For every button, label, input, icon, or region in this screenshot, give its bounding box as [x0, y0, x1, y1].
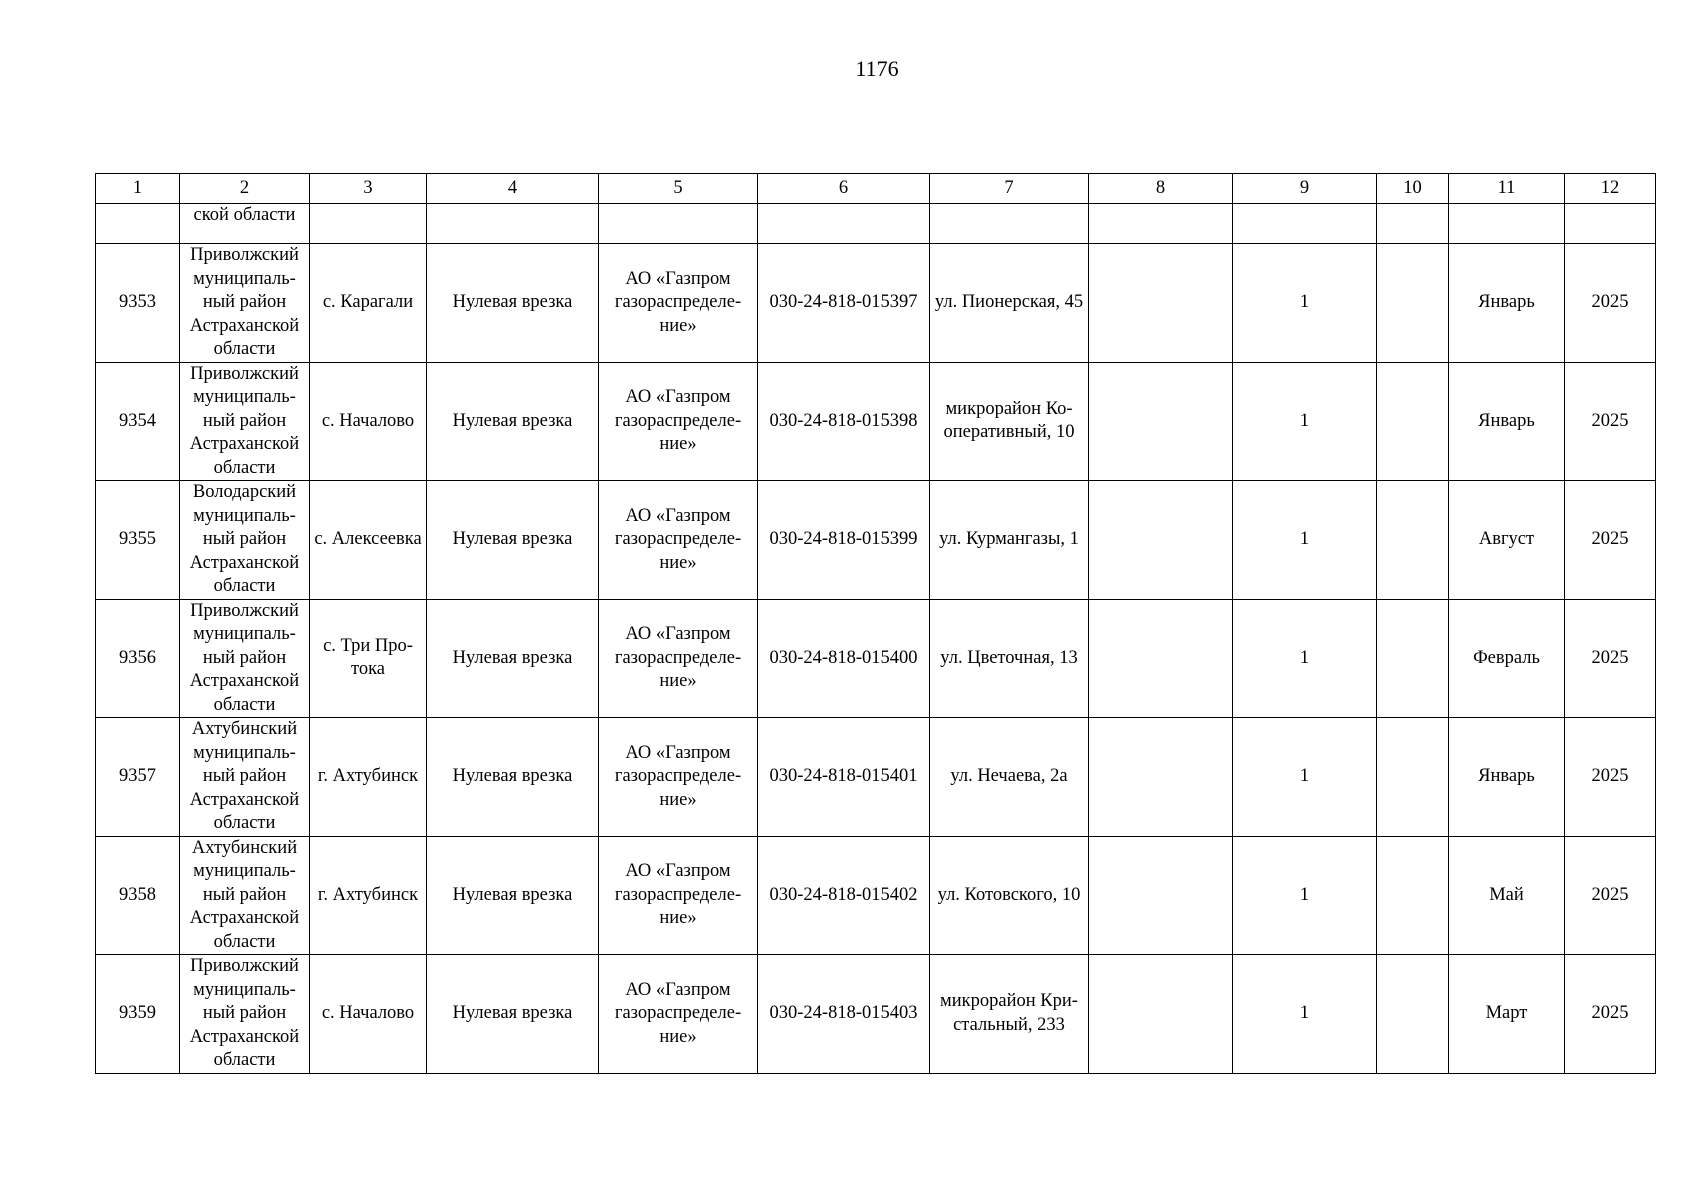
locality: с. Алексеевка	[310, 481, 427, 600]
object-code: 030-24-818-015400	[758, 599, 930, 718]
table-row	[96, 244, 1656, 363]
column-8	[1089, 599, 1233, 718]
work-type: Нулевая врезка	[427, 599, 599, 718]
organization: АО «Газпром газораспределе- ние»	[599, 955, 758, 1074]
column-10	[1377, 599, 1449, 718]
row-number: 9354	[96, 362, 180, 481]
gas-connection-table	[95, 173, 1656, 1074]
district: Володарский муниципаль- ный район Астраханской области	[180, 481, 310, 600]
column-10	[1377, 481, 1449, 600]
column-number: 10	[1377, 174, 1449, 204]
column-8	[1089, 481, 1233, 600]
row-number: 9355	[96, 481, 180, 600]
column-10	[1377, 244, 1449, 363]
district: Приволжский муниципаль- ный район Астраханской области	[180, 362, 310, 481]
column-8	[1089, 362, 1233, 481]
row-number: 9357	[96, 718, 180, 837]
year: 2025	[1565, 836, 1656, 955]
quantity: 1	[1233, 718, 1377, 837]
organization: АО «Газпром газораспределе- ние»	[599, 244, 758, 363]
column-number: 8	[1089, 174, 1233, 204]
district: Ахтубинский муниципаль- ный район Астраханской области	[180, 836, 310, 955]
column-8	[1089, 955, 1233, 1074]
locality: с. Три Про- тока	[310, 599, 427, 718]
address: ул. Котовского, 10	[930, 836, 1089, 955]
column-number: 2	[180, 174, 310, 204]
district: Приволжский муниципаль- ный район Астраханской области	[180, 955, 310, 1074]
month: Февраль	[1449, 599, 1565, 718]
table-row	[96, 362, 1656, 481]
locality: с. Карагали	[310, 244, 427, 363]
address: микрорайон Кри- стальный, 233	[930, 955, 1089, 1074]
column-10	[1377, 955, 1449, 1074]
year: 2025	[1565, 955, 1656, 1074]
address: микрорайон Ко- оперативный, 10	[930, 362, 1089, 481]
quantity: 1	[1233, 599, 1377, 718]
table-row	[96, 836, 1656, 955]
quantity: 1	[1233, 244, 1377, 363]
column-8	[1089, 836, 1233, 955]
column-number: 5	[599, 174, 758, 204]
month: Март	[1449, 955, 1565, 1074]
table-row	[96, 718, 1656, 837]
district: Приволжский муниципаль- ный район Астраханской области	[180, 244, 310, 363]
work-type: Нулевая врезка	[427, 836, 599, 955]
table-body	[96, 174, 1656, 1074]
column-number: 7	[930, 174, 1089, 204]
table-row	[96, 599, 1656, 718]
object-code: 030-24-818-015398	[758, 362, 930, 481]
row-number: 9353	[96, 244, 180, 363]
object-code: 030-24-818-015399	[758, 481, 930, 600]
continuation-district: ской области	[180, 204, 310, 244]
column-10	[1377, 362, 1449, 481]
quantity: 1	[1233, 836, 1377, 955]
table-row	[96, 955, 1656, 1074]
column-8	[1089, 244, 1233, 363]
work-type: Нулевая врезка	[427, 244, 599, 363]
month: Май	[1449, 836, 1565, 955]
page-number: 1176	[855, 56, 899, 81]
organization: АО «Газпром газораспределе- ние»	[599, 362, 758, 481]
column-number: 9	[1233, 174, 1377, 204]
locality: с. Началово	[310, 955, 427, 1074]
month: Январь	[1449, 244, 1565, 363]
locality: г. Ахтубинск	[310, 718, 427, 837]
column-8	[1089, 718, 1233, 837]
address: ул. Нечаева, 2а	[930, 718, 1089, 837]
object-code: 030-24-818-015403	[758, 955, 930, 1074]
work-type: Нулевая врезка	[427, 362, 599, 481]
column-number: 12	[1565, 174, 1656, 204]
district: Приволжский муниципаль- ный район Астраханской области	[180, 599, 310, 718]
quantity: 1	[1233, 481, 1377, 600]
work-type: Нулевая врезка	[427, 718, 599, 837]
column-number: 11	[1449, 174, 1565, 204]
quantity: 1	[1233, 362, 1377, 481]
column-number: 4	[427, 174, 599, 204]
year: 2025	[1565, 599, 1656, 718]
month: Август	[1449, 481, 1565, 600]
organization: АО «Газпром газораспределе- ние»	[599, 599, 758, 718]
organization: АО «Газпром газораспределе- ние»	[599, 481, 758, 600]
year: 2025	[1565, 244, 1656, 363]
work-type: Нулевая врезка	[427, 481, 599, 600]
year: 2025	[1565, 362, 1656, 481]
row-number: 9356	[96, 599, 180, 718]
column-number: 6	[758, 174, 930, 204]
work-type: Нулевая врезка	[427, 955, 599, 1074]
locality: г. Ахтубинск	[310, 836, 427, 955]
organization: АО «Газпром газораспределе- ние»	[599, 718, 758, 837]
organization: АО «Газпром газораспределе- ние»	[599, 836, 758, 955]
address: ул. Пионерская, 45	[930, 244, 1089, 363]
column-number: 1	[96, 174, 180, 204]
month: Январь	[1449, 362, 1565, 481]
object-code: 030-24-818-015397	[758, 244, 930, 363]
quantity: 1	[1233, 955, 1377, 1074]
object-code: 030-24-818-015402	[758, 836, 930, 955]
column-number-row	[96, 174, 1656, 204]
column-10	[1377, 836, 1449, 955]
row-number: 9359	[96, 955, 180, 1074]
year: 2025	[1565, 718, 1656, 837]
address: ул. Курмангазы, 1	[930, 481, 1089, 600]
month: Январь	[1449, 718, 1565, 837]
continuation-row	[96, 204, 1656, 244]
locality: с. Началово	[310, 362, 427, 481]
column-10	[1377, 718, 1449, 837]
address: ул. Цветочная, 13	[930, 599, 1089, 718]
district: Ахтубинский муниципаль- ный район Астраханской области	[180, 718, 310, 837]
table-row	[96, 481, 1656, 600]
column-number: 3	[310, 174, 427, 204]
row-number: 9358	[96, 836, 180, 955]
year: 2025	[1565, 481, 1656, 600]
object-code: 030-24-818-015401	[758, 718, 930, 837]
